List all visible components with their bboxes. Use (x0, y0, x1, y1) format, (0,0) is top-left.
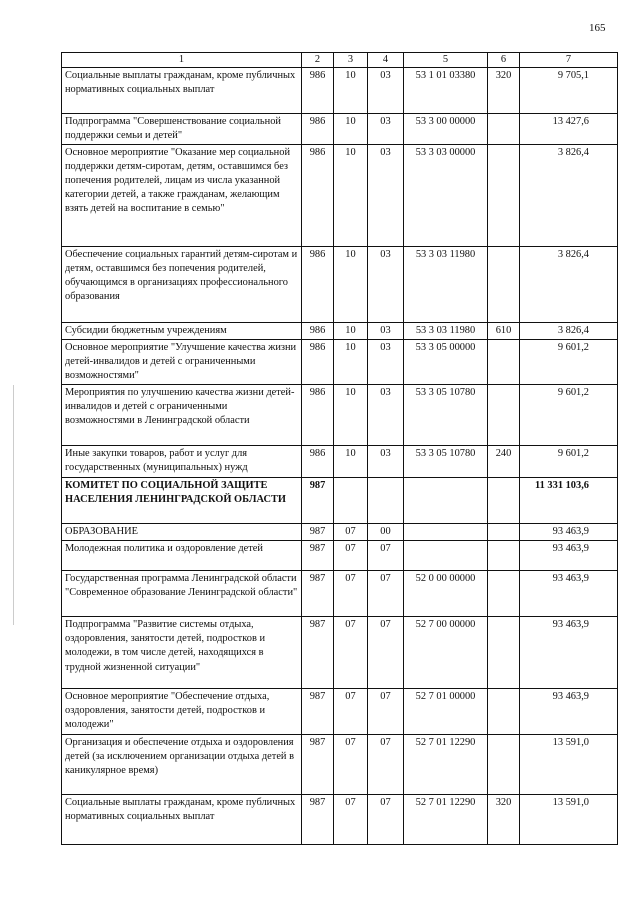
table-row (62, 571, 618, 617)
row-csr: 52 7 01 00000 (404, 689, 488, 734)
table-row (62, 323, 618, 340)
row-name: Субсидии бюджетным учреждениям (62, 323, 302, 340)
row-sum: 3 826,4 (520, 247, 618, 323)
row-name: Основное мероприятие "Улучшение качества жизни детей-инвалидов и детей с ограниченными возможностями" (62, 340, 302, 385)
row-name: Иные закупки товаров, работ и услуг для государственных (муниципальных) нужд (62, 446, 302, 478)
row-csr: 53 3 05 10780 (404, 385, 488, 446)
row-vr (488, 689, 520, 734)
row-sum: 9 601,2 (520, 340, 618, 385)
row-gr: 987 (302, 689, 334, 734)
table-row (62, 114, 618, 145)
row-pr: 03 (368, 323, 404, 340)
row-pr (368, 478, 404, 524)
row-pr: 03 (368, 446, 404, 478)
row-pr: 03 (368, 114, 404, 145)
row-vr: 240 (488, 446, 520, 478)
row-name: КОМИТЕТ ПО СОЦИАЛЬНОЙ ЗАЩИТЕ НАСЕЛЕНИЯ ЛЕНИНГРАДСКОЙ ОБЛАСТИ (62, 478, 302, 524)
row-sum: 3 826,4 (520, 145, 618, 247)
row-rz: 10 (334, 446, 368, 478)
row-pr: 03 (368, 68, 404, 114)
row-csr: 53 3 05 00000 (404, 340, 488, 385)
row-pr: 03 (368, 340, 404, 385)
row-csr: 53 3 05 10780 (404, 446, 488, 478)
row-sum: 3 826,4 (520, 323, 618, 340)
table-row (62, 340, 618, 385)
row-gr: 986 (302, 340, 334, 385)
column-number: 7 (520, 53, 618, 68)
column-number: 4 (368, 53, 404, 68)
row-vr (488, 385, 520, 446)
row-pr: 00 (368, 524, 404, 541)
row-name: Социальные выплаты гражданам, кроме публичных нормативных социальных выплат (62, 68, 302, 114)
row-rz: 07 (334, 541, 368, 571)
row-pr: 07 (368, 571, 404, 617)
row-sum: 93 463,9 (520, 541, 618, 571)
row-gr: 986 (302, 446, 334, 478)
column-number-row (62, 53, 618, 68)
row-pr: 03 (368, 247, 404, 323)
row-gr: 986 (302, 385, 334, 446)
row-sum: 93 463,9 (520, 571, 618, 617)
table-row (62, 385, 618, 446)
table-row (62, 734, 618, 794)
row-rz: 07 (334, 571, 368, 617)
row-csr: 53 1 01 03380 (404, 68, 488, 114)
row-sum: 93 463,9 (520, 524, 618, 541)
row-csr: 53 3 03 00000 (404, 145, 488, 247)
row-gr: 987 (302, 478, 334, 524)
column-number: 6 (488, 53, 520, 68)
row-rz: 07 (334, 794, 368, 844)
row-name: Подпрограмма "Совершенствование социальной поддержки семьи и детей" (62, 114, 302, 145)
row-pr: 07 (368, 734, 404, 794)
row-csr: 53 3 03 11980 (404, 247, 488, 323)
row-rz: 07 (334, 734, 368, 794)
row-gr: 987 (302, 617, 334, 689)
table-row (62, 524, 618, 541)
column-number: 5 (404, 53, 488, 68)
table-row (62, 689, 618, 734)
row-vr (488, 541, 520, 571)
page-number: 165 (589, 22, 606, 34)
row-rz: 10 (334, 323, 368, 340)
row-vr (488, 734, 520, 794)
row-name: Организация и обеспечение отдыха и оздоровления детей (за исключением организации отдыха детей в каникулярное время) (62, 734, 302, 794)
row-vr (488, 145, 520, 247)
row-sum: 13 591,0 (520, 734, 618, 794)
row-rz: 10 (334, 145, 368, 247)
row-vr (488, 247, 520, 323)
table-row (62, 247, 618, 323)
row-gr: 986 (302, 145, 334, 247)
row-csr (404, 541, 488, 571)
row-gr: 987 (302, 734, 334, 794)
row-rz (334, 478, 368, 524)
row-name: Основное мероприятие "Обеспечение отдыха, оздоровления, занятости детей, подростков и молодежи" (62, 689, 302, 734)
row-vr (488, 617, 520, 689)
row-csr: 52 7 01 12290 (404, 734, 488, 794)
budget-table (61, 52, 618, 845)
row-gr: 987 (302, 541, 334, 571)
row-csr (404, 524, 488, 541)
row-name: Мероприятия по улучшению качества жизни детей-инвалидов и детей с ограниченными возможностями в Ленинградской области (62, 385, 302, 446)
row-csr: 52 7 01 12290 (404, 794, 488, 844)
row-pr: 07 (368, 541, 404, 571)
row-sum: 9 601,2 (520, 385, 618, 446)
row-vr (488, 478, 520, 524)
row-gr: 986 (302, 114, 334, 145)
row-sum: 93 463,9 (520, 689, 618, 734)
row-sum: 9 601,2 (520, 446, 618, 478)
row-sum: 9 705,1 (520, 68, 618, 114)
row-vr (488, 524, 520, 541)
row-name: Социальные выплаты гражданам, кроме публичных нормативных социальных выплат (62, 794, 302, 844)
row-sum: 11 331 103,6 (520, 478, 618, 524)
row-sum: 13 591,0 (520, 794, 618, 844)
table-row (62, 446, 618, 478)
row-rz: 07 (334, 689, 368, 734)
row-csr: 53 3 00 00000 (404, 114, 488, 145)
row-name: Обеспечение социальных гарантий детям-сиротам и детям, оставшимся без попечения родителей, обучающимся в организациях профессионального образования (62, 247, 302, 323)
row-gr: 986 (302, 323, 334, 340)
row-name: ОБРАЗОВАНИЕ (62, 524, 302, 541)
row-rz: 07 (334, 617, 368, 689)
row-csr (404, 478, 488, 524)
column-number: 1 (62, 53, 302, 68)
row-name: Основное мероприятие "Оказание мер социальной поддержки детям-сиротам, детям, оставшимся без попечения родителей, лицам из числа указанной категории детей, а также гражданам, желающим взять детей на воспитание в семью" (62, 145, 302, 247)
row-vr (488, 114, 520, 145)
row-csr: 52 7 00 00000 (404, 617, 488, 689)
row-sum: 13 427,6 (520, 114, 618, 145)
row-rz: 07 (334, 524, 368, 541)
row-gr: 987 (302, 571, 334, 617)
row-name: Подпрограмма "Развитие системы отдыха, оздоровления, занятости детей, подростков и молодежи, в том числе детей, находящихся в трудной жизненной ситуации" (62, 617, 302, 689)
row-name: Государственная программа Ленинградской области "Современное образование Ленинградской области" (62, 571, 302, 617)
table-row (62, 145, 618, 247)
row-pr: 03 (368, 385, 404, 446)
column-number: 2 (302, 53, 334, 68)
row-vr: 320 (488, 68, 520, 114)
row-gr: 987 (302, 524, 334, 541)
row-csr: 52 0 00 00000 (404, 571, 488, 617)
table-row (62, 541, 618, 571)
row-gr: 987 (302, 794, 334, 844)
row-pr: 07 (368, 794, 404, 844)
column-number: 3 (334, 53, 368, 68)
row-rz: 10 (334, 68, 368, 114)
table-row-section-header (62, 478, 618, 524)
row-gr: 986 (302, 68, 334, 114)
scan-edge-line (13, 385, 14, 625)
row-rz: 10 (334, 340, 368, 385)
row-vr: 320 (488, 794, 520, 844)
row-vr (488, 571, 520, 617)
table-row (62, 68, 618, 114)
row-name: Молодежная политика и оздоровление детей (62, 541, 302, 571)
row-rz: 10 (334, 247, 368, 323)
row-pr: 03 (368, 145, 404, 247)
row-vr: 610 (488, 323, 520, 340)
table-row (62, 617, 618, 689)
row-rz: 10 (334, 385, 368, 446)
row-sum: 93 463,9 (520, 617, 618, 689)
row-pr: 07 (368, 617, 404, 689)
row-vr (488, 340, 520, 385)
table-row (62, 794, 618, 844)
row-pr: 07 (368, 689, 404, 734)
row-rz: 10 (334, 114, 368, 145)
row-gr: 986 (302, 247, 334, 323)
row-csr: 53 3 03 11980 (404, 323, 488, 340)
